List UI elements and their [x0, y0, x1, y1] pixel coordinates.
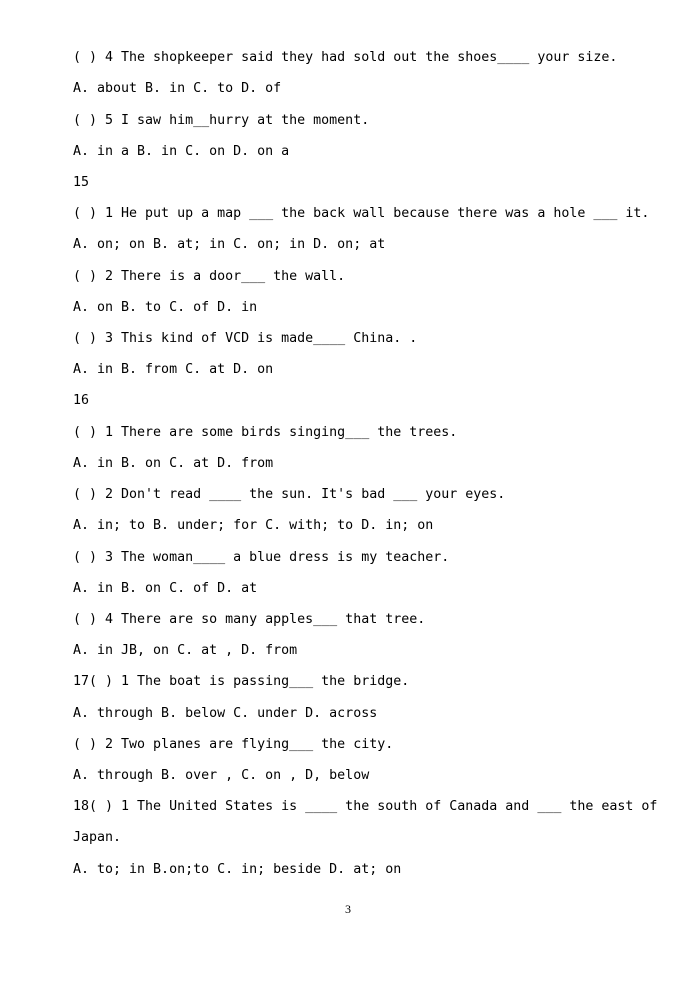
options-line: A. in B. on C. at D. from: [73, 456, 274, 471]
question-line: ( ) 3 This kind of VCD is made____ China. .: [73, 331, 418, 346]
question-line: ( ) 2 Don't read ____ the sun. It's bad ___ your eyes.: [73, 487, 506, 502]
options-line: A. to; in B.on;to C. in; beside D. at; on: [73, 862, 402, 877]
question-line: ( ) 2 Two planes are flying___ the city.: [73, 737, 394, 752]
options-line: A. in a B. in C. on D. on a: [73, 144, 290, 159]
question-line: ( ) 5 I saw him__hurry at the moment.: [73, 113, 370, 128]
options-line: A. through B. over , C. on , D, below: [73, 768, 370, 783]
question-line: ( ) 3 The woman____ a blue dress is my teacher.: [73, 550, 450, 565]
options-line: A. in B. on C. of D. at: [73, 581, 258, 596]
question-line: ( ) 2 There is a door___ the wall.: [73, 269, 346, 284]
options-line: A. on B. to C. of D. in: [73, 300, 258, 315]
options-line: A. in JB, on C. at , D. from: [73, 643, 298, 658]
options-line: A. on; on B. at; in C. on; in D. on; at: [73, 237, 386, 252]
question-line: 17( ) 1 The boat is passing___ the bridge.: [73, 674, 410, 689]
options-line: A. about B. in C. to D. of: [73, 81, 282, 96]
options-line: A. through B. below C. under D. across: [73, 706, 378, 721]
question-line: ( ) 4 There are so many apples___ that tree.: [73, 612, 426, 627]
question-line: ( ) 1 He put up a map ___ the back wall because there was a hole ___ it.: [73, 206, 650, 221]
section-number: 15: [73, 175, 90, 190]
question-line: 18( ) 1 The United States is ____ the south of Canada and ___ the east of: [73, 799, 658, 814]
section-number: 16: [73, 393, 90, 408]
options-line: A. in; to B. under; for C. with; to D. in; on: [73, 518, 434, 533]
question-line-continuation: Japan.: [73, 830, 122, 845]
question-line: ( ) 1 There are some birds singing___ the trees.: [73, 425, 458, 440]
options-line: A. in B. from C. at D. on: [73, 362, 274, 377]
question-line: ( ) 4 The shopkeeper said they had sold out the shoes____ your size.: [73, 50, 618, 65]
page-number: 3: [345, 902, 351, 916]
